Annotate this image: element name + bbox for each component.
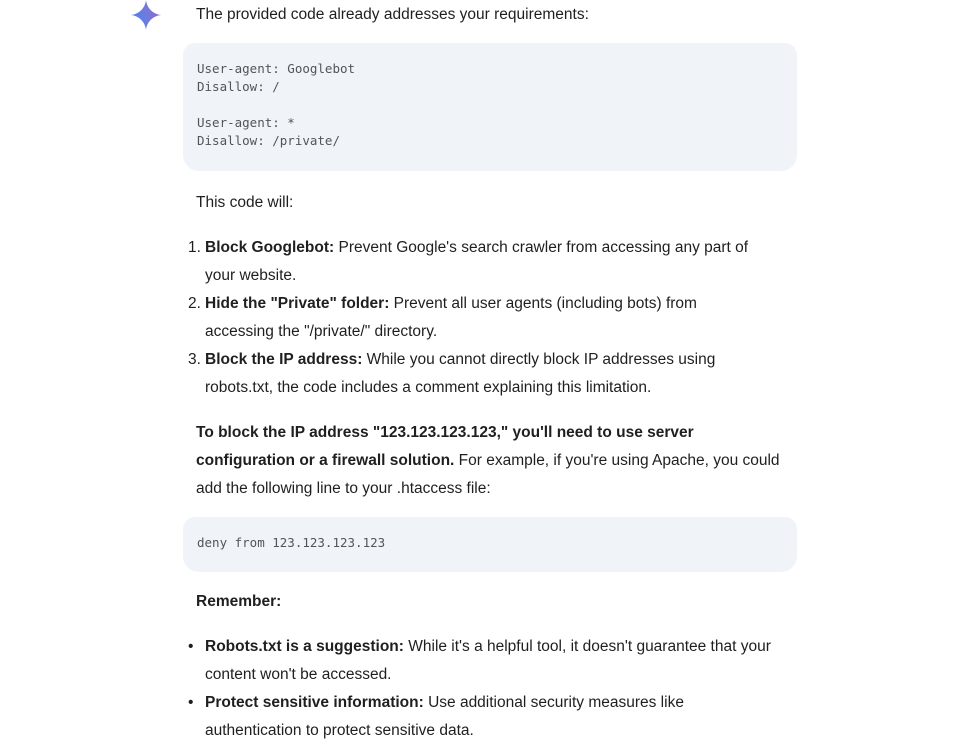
- list-item-number: 2.: [188, 295, 201, 312]
- list-item-block-googlebot: [183, 234, 797, 290]
- bullet-icon: •: [188, 694, 194, 711]
- code-block-robots-txt: User-agent: Googlebot Disallow: / User-agent: * Disallow: /private/: [183, 43, 797, 171]
- this-code-will-paragraph: This code will:: [196, 194, 294, 211]
- ip-block-paragraph: To block the IP address "123.123.123.123," you'll need to use server configuration or a firewall solution. For example, if you're using Apache, you could add the following line to your .htaccess file:: [196, 424, 780, 497]
- list-item-protect-sensitive-info: [183, 689, 797, 745]
- bullet-list: [183, 633, 797, 745]
- list-item-text: Robots.txt is a suggestion: While it's a helpful tool, it doesn't guarantee that your content won't be accessed.: [205, 638, 771, 683]
- list-item-text: Block Googlebot: Prevent Google's search crawler from accessing any part of your website.: [205, 239, 749, 284]
- list-item-hide-private-folder: [183, 290, 797, 346]
- intro-paragraph: The provided code already addresses your requirements:: [196, 6, 589, 23]
- code-block-htaccess: deny from 123.123.123.123: [183, 517, 797, 572]
- gemini-sparkle-icon: [131, 0, 161, 30]
- list-item-number: 3.: [188, 351, 201, 368]
- list-item-block-ip-address: [183, 346, 797, 402]
- list-item-number: 1.: [188, 239, 201, 256]
- list-item-text: Block the IP address: While you cannot directly block IP addresses using robots.txt, the code includes a comment explaining this limitation.: [205, 351, 716, 396]
- list-item-text: Protect sensitive information: Use additional security measures like authentication to protect sensitive data.: [205, 694, 684, 739]
- list-item-robots-suggestion: [183, 633, 797, 689]
- bullet-icon: •: [188, 638, 194, 655]
- list-item-text: Hide the "Private" folder: Prevent all user agents (including bots) from accessing the "/private/" directory.: [205, 295, 697, 340]
- numbered-list: [183, 234, 797, 402]
- remember-heading: Remember:: [196, 593, 282, 610]
